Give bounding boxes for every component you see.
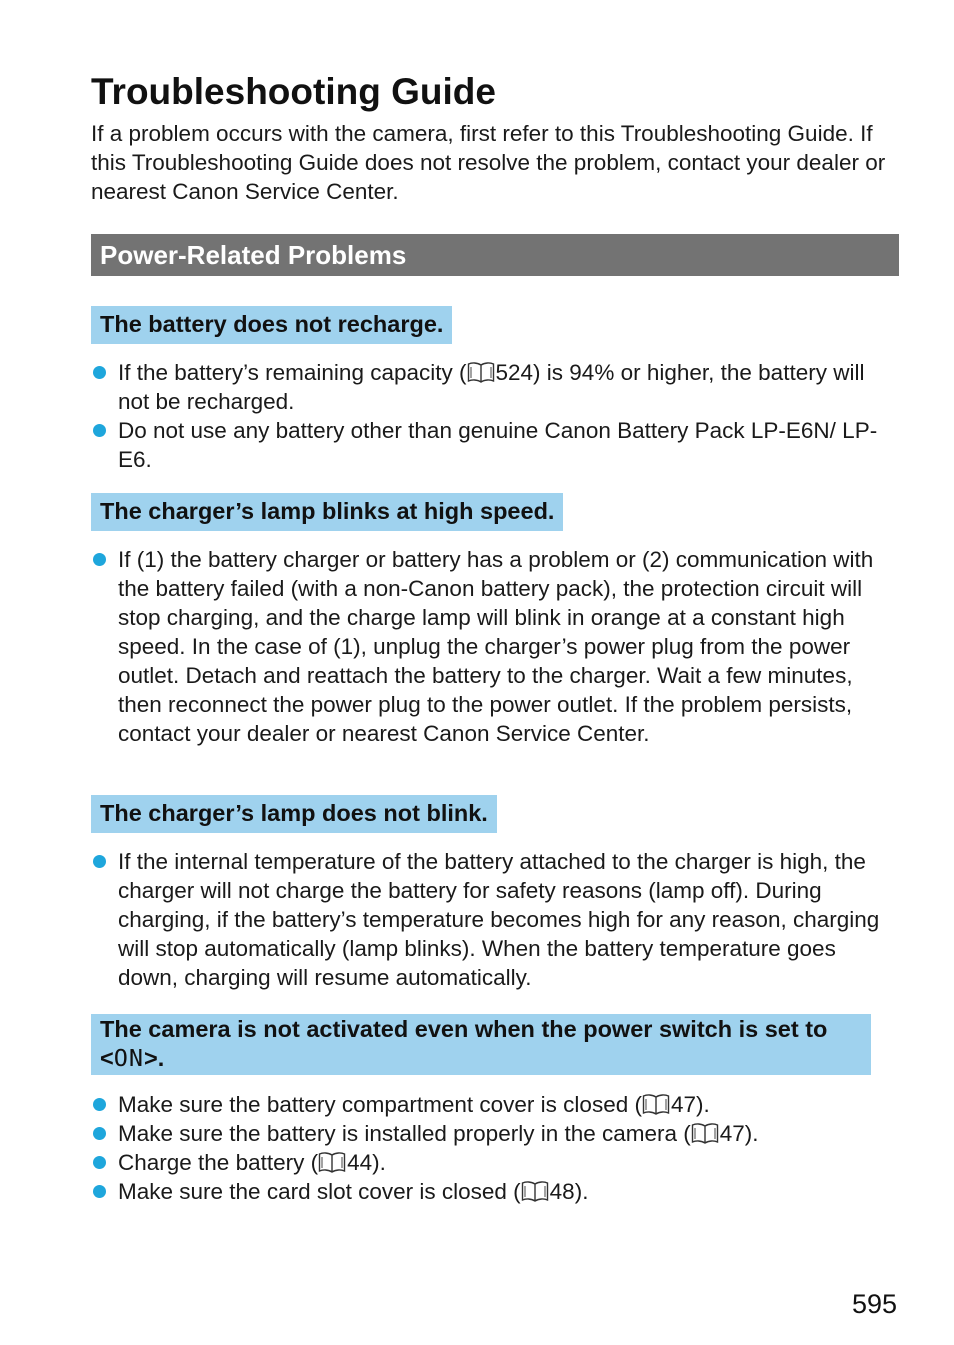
- book-reference-icon: [642, 1093, 670, 1115]
- page-reference: 524: [495, 360, 534, 385]
- list-lamp-does-not-blink: [91, 847, 899, 992]
- list-item: Make sure the card slot cover is closed ( 48).: [91, 1177, 899, 1206]
- book-reference-icon: [467, 361, 495, 383]
- page-number: 595: [852, 1289, 898, 1319]
- list-item: If the internal temperature of the battery attached to the charger is high, the charger will not charge the battery for safety reasons (lamp off). During charging, if the battery’s temperature becomes high for any reason, charging will stop automatically (lamp blinks). When the battery temperature goes down, charging will resume automatically.: [91, 847, 899, 992]
- page-title: Troubleshooting Guide: [91, 71, 496, 112]
- section-title-bar: Power-Related Problems: [91, 234, 899, 276]
- bullet-icon: [93, 424, 106, 437]
- list-item: Charge the battery ( 44).: [91, 1148, 899, 1177]
- list-item: Do not use any battery other than genuine Canon Battery Pack LP-E6N/ LP-E6.: [91, 416, 899, 474]
- bullet-icon: [93, 1156, 106, 1169]
- subheading-camera-not-activated: The camera is not activated even when the power switch is set to <ON>.: [91, 1014, 871, 1075]
- list-camera-not-activated: [91, 1090, 899, 1206]
- subheading-lamp-blinks-high-speed: The charger’s lamp blinks at high speed.: [91, 493, 563, 531]
- list-item: If the battery’s remaining capacity ( 524) is 94% or higher, the battery will not be recharged.: [91, 358, 899, 416]
- subheading-battery-not-recharge: The battery does not recharge.: [91, 306, 452, 344]
- list-battery-not-recharge: [91, 358, 899, 474]
- list-item: Make sure the battery compartment cover is closed ( 47).: [91, 1090, 899, 1119]
- page-header: [91, 68, 899, 206]
- bullet-icon: [93, 1185, 106, 1198]
- book-reference-icon: [318, 1151, 346, 1173]
- bullet-icon: [93, 366, 106, 379]
- bullet-icon: [93, 1098, 106, 1111]
- on-switch-symbol: ON: [113, 1044, 145, 1072]
- bullet-icon: [93, 553, 106, 566]
- page-reference: 44: [347, 1150, 373, 1175]
- bullet-icon: [93, 1127, 106, 1140]
- list-lamp-blinks-high-speed: [91, 545, 899, 748]
- subheading-lamp-does-not-blink: The charger’s lamp does not blink.: [91, 795, 497, 833]
- list-item: If (1) the battery charger or battery has a problem or (2) communication with the battery failed (with a non-Canon battery pack), the protection circuit will stop charging, and the charge lamp will blink in orange at a constant high speed. In the case of (1), unplug the charger’s power plug from the power outlet. Detach and reattach the battery to the charger. Wait a few minutes, then reconnect the power plug to the power outlet. If the problem persists, contact your dealer or nearest Canon Service Center.: [91, 545, 899, 748]
- book-reference-icon: [691, 1122, 719, 1144]
- page-reference: 47: [670, 1092, 696, 1117]
- list-item: Make sure the battery is installed properly in the camera ( 47).: [91, 1119, 899, 1148]
- book-reference-icon: [521, 1180, 549, 1202]
- bullet-icon: [93, 855, 106, 868]
- page-reference: 47: [719, 1121, 745, 1146]
- intro-paragraph: If a problem occurs with the camera, first refer to this Troubleshooting Guide. If this Troubleshooting Guide does not resolve the problem, contact your dealer or nearest Canon Service Center.: [91, 121, 886, 204]
- page-reference: 48: [549, 1179, 575, 1204]
